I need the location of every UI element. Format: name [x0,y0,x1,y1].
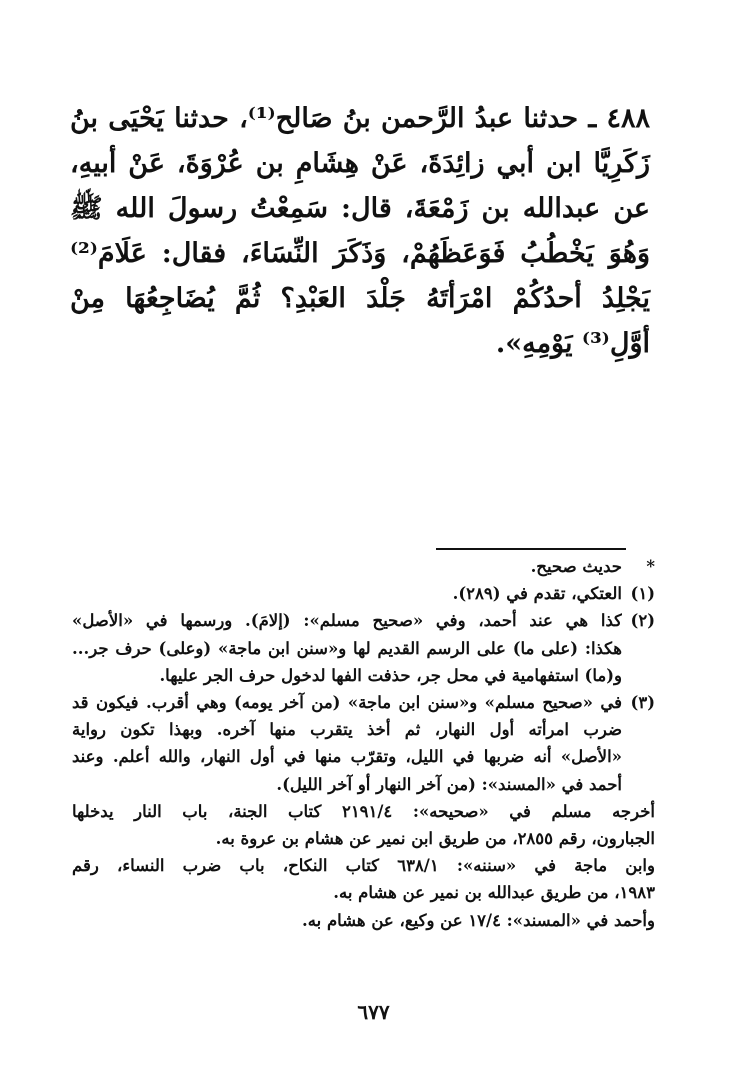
footnote-line: كذا هي عند أحمد، وفي «صحيح مسلم»: (إلامَ). ورسمها في «الأصل» [72,611,622,631]
footnote-line: أحمد في «المسند»: (من آخر النهار أو آخر الليل). [276,774,622,794]
hadith-paragraph [70,96,650,366]
footnote-body [72,580,622,607]
footnote-line: الجبارون، رقم ٢٨٥٥، من طريق ابن نمير عن هشام بن عروة به. [215,829,655,849]
footnote-line: أخرجه مسلم في «صحيحه»: ٢١٩١/٤ كتاب الجنة، باب النار يدخلها [72,801,655,821]
page-number: ٦٧٧ [357,1000,390,1024]
footnote-line: ١٩٨٣، من طريق عبدالله بن نمير عن هشام به. [333,883,655,903]
hadith-text: حدثنا عبدُ الرَّحمن بنُ صَالح⁽¹⁾، حدثنا يَحْيَى بنُ زَكَرِيَّا ابن أبي زائِدَةَ، عَنْ هِشَامِ بن عُرْوَةَ، عَنْ أبيهِ، عن عبدالله بن زَمْعَةَ، قال: سَمِعْتُ رسولَ الله ﷺ وَهُوَ يَخْطُبُ فَوَعَظَهُمْ، وَذَكَرَ النِّسَاءَ، فقال: عَلَامَ⁽²⁾ يَجْلِدُ أحدُكُمْ امْرَأتَهُ جَلْدَ العَبْدِ؟ ثُمَّ يُضَاجِعُهَا مِنْ أوَّلِ⁽³⁾ يَوْمِهِ». [70,103,650,359]
footnotes [72,553,655,934]
takhrij-muslim [72,798,655,852]
footnote-star-mark: * [646,557,655,576]
footnote-line: وأحمد في «المسند»: ١٧/٤ عن وكيع، عن هشام به. [302,910,655,930]
footnote-body [72,798,655,852]
takhrij-ahmad [72,907,655,934]
footnote-line: وابن ماجة في «سننه»: ٦٣٨/١ كتاب النكاح، باب ضرب النساء، رقم [72,856,655,876]
takhrij-ibn-majah [72,852,655,906]
footnote-3 [72,689,655,798]
footnote-body [72,907,655,934]
footnote-divider [436,548,626,550]
footnote-line: العتكي، تقدم في (٢٨٩). [452,584,622,604]
footnote-body [72,607,622,689]
footnote-3-mark: (٣) [630,693,655,713]
footnote-2 [72,607,655,689]
footnote-body [72,553,622,580]
footnote-1 [72,580,655,607]
footnote-line: ضرب امرأته أول النهار، ثم أخذ يتقرب منها آخره. وبهذا تكون رواية [72,720,622,740]
hadith-block [70,96,650,366]
footnote-line: هكذا: (على ما) على الرسم القديم لها و«سنن ابن ماجة» (وعلى) حرف جر... [72,638,622,658]
footnote-line: في «صحيح مسلم» و«سنن ابن ماجة» (من آخر يومه) وهي أقرب. فيكون قد [72,693,622,713]
footnote-1-mark: (١) [630,584,655,604]
footnote-2-mark: (٢) [630,611,655,631]
footnote-line: و(ما) استفهامية في محل جر، حذفت الفها لدخول حرف الجر عليها. [159,665,622,685]
hadith-number: ٤٨٨ ـ [588,103,651,134]
footnote-star [72,553,655,580]
footnote-line: «الأصل» أنه ضربها في الليل، وتقرّب منها في أول النهار، والله أعلم. وعند [72,747,622,767]
footnote-body [72,689,622,798]
footnote-body [72,852,655,906]
footnote-line: حديث صحيح. [530,557,622,576]
